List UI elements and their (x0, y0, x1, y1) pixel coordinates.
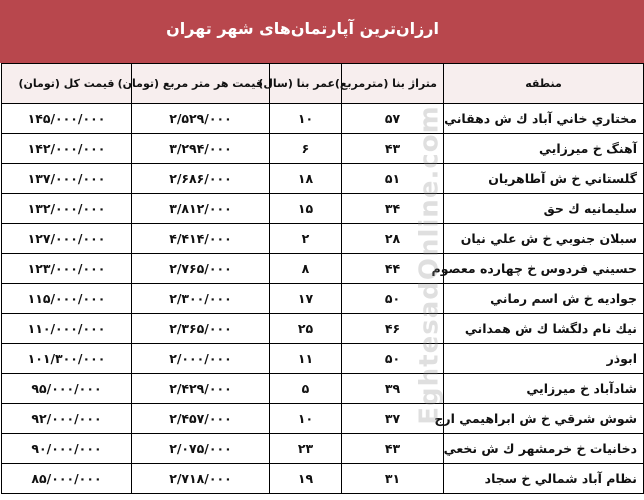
cell-sqm-price: ۳/۸۱۲/۰۰۰ (132, 194, 270, 224)
header-region: منطقه (444, 64, 644, 104)
table-body (2, 104, 644, 494)
table-row (2, 104, 644, 134)
watermark: EghtesadOnline.com (414, 105, 445, 425)
table-row (2, 194, 644, 224)
cell-total-price: ۹۵/۰۰۰/۰۰۰ (2, 374, 132, 404)
cell-sqm-price: ۲/۳۶۵/۰۰۰ (132, 314, 270, 344)
cell-age: ۸ (270, 254, 342, 284)
cell-age: ۱۰ (270, 404, 342, 434)
cell-age: ۱۹ (270, 464, 342, 494)
cell-age: ۱۵ (270, 194, 342, 224)
cell-region: مختاري خاني آباد ك ش دهقاني (444, 104, 644, 134)
header-age: عمر بنا (سال) (270, 64, 342, 104)
cell-sqm-price: ۲/۴۲۹/۰۰۰ (132, 374, 270, 404)
table-row (2, 224, 644, 254)
cell-area: ۵۱ (342, 164, 444, 194)
header-sqm-price: قیمت هر متر مربع (تومان) (132, 64, 270, 104)
cell-area: ۵۰ (342, 344, 444, 374)
cell-region: نيك نام دلگشا ك ش همداني (444, 314, 644, 344)
cell-region: نظام آباد شمالي خ سجاد (444, 464, 644, 494)
cell-region: ابوذر (444, 344, 644, 374)
table-row (2, 164, 644, 194)
cell-total-price: ۸۵/۰۰۰/۰۰۰ (2, 464, 132, 494)
cell-region: سليمانيه ك حق (444, 194, 644, 224)
cell-area: ۴۳ (342, 434, 444, 464)
cell-sqm-price: ۲/۷۱۸/۰۰۰ (132, 464, 270, 494)
cell-sqm-price: ۲/۰۰۰/۰۰۰ (132, 344, 270, 374)
cell-region: حسيني فردوس خ چهارده معصوم (444, 254, 644, 284)
cell-total-price: ۹۲/۰۰۰/۰۰۰ (2, 404, 132, 434)
cell-age: ۱۸ (270, 164, 342, 194)
cell-sqm-price: ۲/۶۸۶/۰۰۰ (132, 164, 270, 194)
cell-age: ۱۱ (270, 344, 342, 374)
cell-region: دخانيات خ خرمشهر ك ش نخعي (444, 434, 644, 464)
cell-total-price: ۱۳۷/۰۰۰/۰۰۰ (2, 164, 132, 194)
cell-area: ۵۷ (342, 104, 444, 134)
cell-area: ۳۹ (342, 374, 444, 404)
table-row (2, 344, 644, 374)
cell-total-price: ۱۲۷/۰۰۰/۰۰۰ (2, 224, 132, 254)
cell-sqm-price: ۴/۴۱۴/۰۰۰ (132, 224, 270, 254)
cell-age: ۱۷ (270, 284, 342, 314)
table-row (2, 134, 644, 164)
cell-total-price: ۱۳۲/۰۰۰/۰۰۰ (2, 194, 132, 224)
table-row (2, 284, 644, 314)
cell-age: ۱۰ (270, 104, 342, 134)
cell-age: ۶ (270, 134, 342, 164)
cell-total-price: ۹۰/۰۰۰/۰۰۰ (2, 434, 132, 464)
cell-area: ۳۴ (342, 194, 444, 224)
table-header-row (2, 64, 644, 104)
cell-age: ۲ (270, 224, 342, 254)
cell-total-price: ۱۲۳/۰۰۰/۰۰۰ (2, 254, 132, 284)
cell-sqm-price: ۲/۰۷۵/۰۰۰ (132, 434, 270, 464)
cell-sqm-price: ۲/۵۲۹/۰۰۰ (132, 104, 270, 134)
cell-sqm-price: ۲/۴۵۷/۰۰۰ (132, 404, 270, 434)
cell-region: سبلان جنوبي خ ش علي نيان (444, 224, 644, 254)
table-row (2, 314, 644, 344)
header-area: متراژ بنا (مترمربع) (342, 64, 444, 104)
cell-area: ۴۴ (342, 254, 444, 284)
cell-area: ۵۰ (342, 284, 444, 314)
table-row (2, 254, 644, 284)
cell-region: شادآباد خ ميرزايي (444, 374, 644, 404)
cell-area: ۳۱ (342, 464, 444, 494)
cell-region: جواديه خ ش اسم رماني (444, 284, 644, 314)
cell-region: آهنگ خ ميرزايي (444, 134, 644, 164)
cell-area: ۳۷ (342, 404, 444, 434)
cell-region: گلستاني خ ش آطاهريان (444, 164, 644, 194)
table-row (2, 464, 644, 494)
cell-area: ۲۸ (342, 224, 444, 254)
cell-region: شوش شرقي خ ش ابراهيمي ارج (444, 404, 644, 434)
page-title: ارزان‌ترین آپارتمان‌های شهر تهران (0, 0, 644, 63)
table-row (2, 374, 644, 404)
cell-total-price: ۱۰۱/۳۰۰/۰۰۰ (2, 344, 132, 374)
cell-total-price: ۱۴۵/۰۰۰/۰۰۰ (2, 104, 132, 134)
table-row (2, 404, 644, 434)
cell-area: ۴۳ (342, 134, 444, 164)
apartments-table (1, 63, 644, 494)
cell-total-price: ۱۴۲/۰۰۰/۰۰۰ (2, 134, 132, 164)
cell-sqm-price: ۲/۳۰۰/۰۰۰ (132, 284, 270, 314)
cell-age: ۲۵ (270, 314, 342, 344)
table-row (2, 434, 644, 464)
cell-area: ۴۶ (342, 314, 444, 344)
cell-age: ۲۳ (270, 434, 342, 464)
header-total-price: قیمت کل (تومان) (2, 64, 132, 104)
cell-total-price: ۱۱۰/۰۰۰/۰۰۰ (2, 314, 132, 344)
cell-age: ۵ (270, 374, 342, 404)
cell-sqm-price: ۲/۷۶۵/۰۰۰ (132, 254, 270, 284)
cell-total-price: ۱۱۵/۰۰۰/۰۰۰ (2, 284, 132, 314)
cell-sqm-price: ۳/۲۹۴/۰۰۰ (132, 134, 270, 164)
